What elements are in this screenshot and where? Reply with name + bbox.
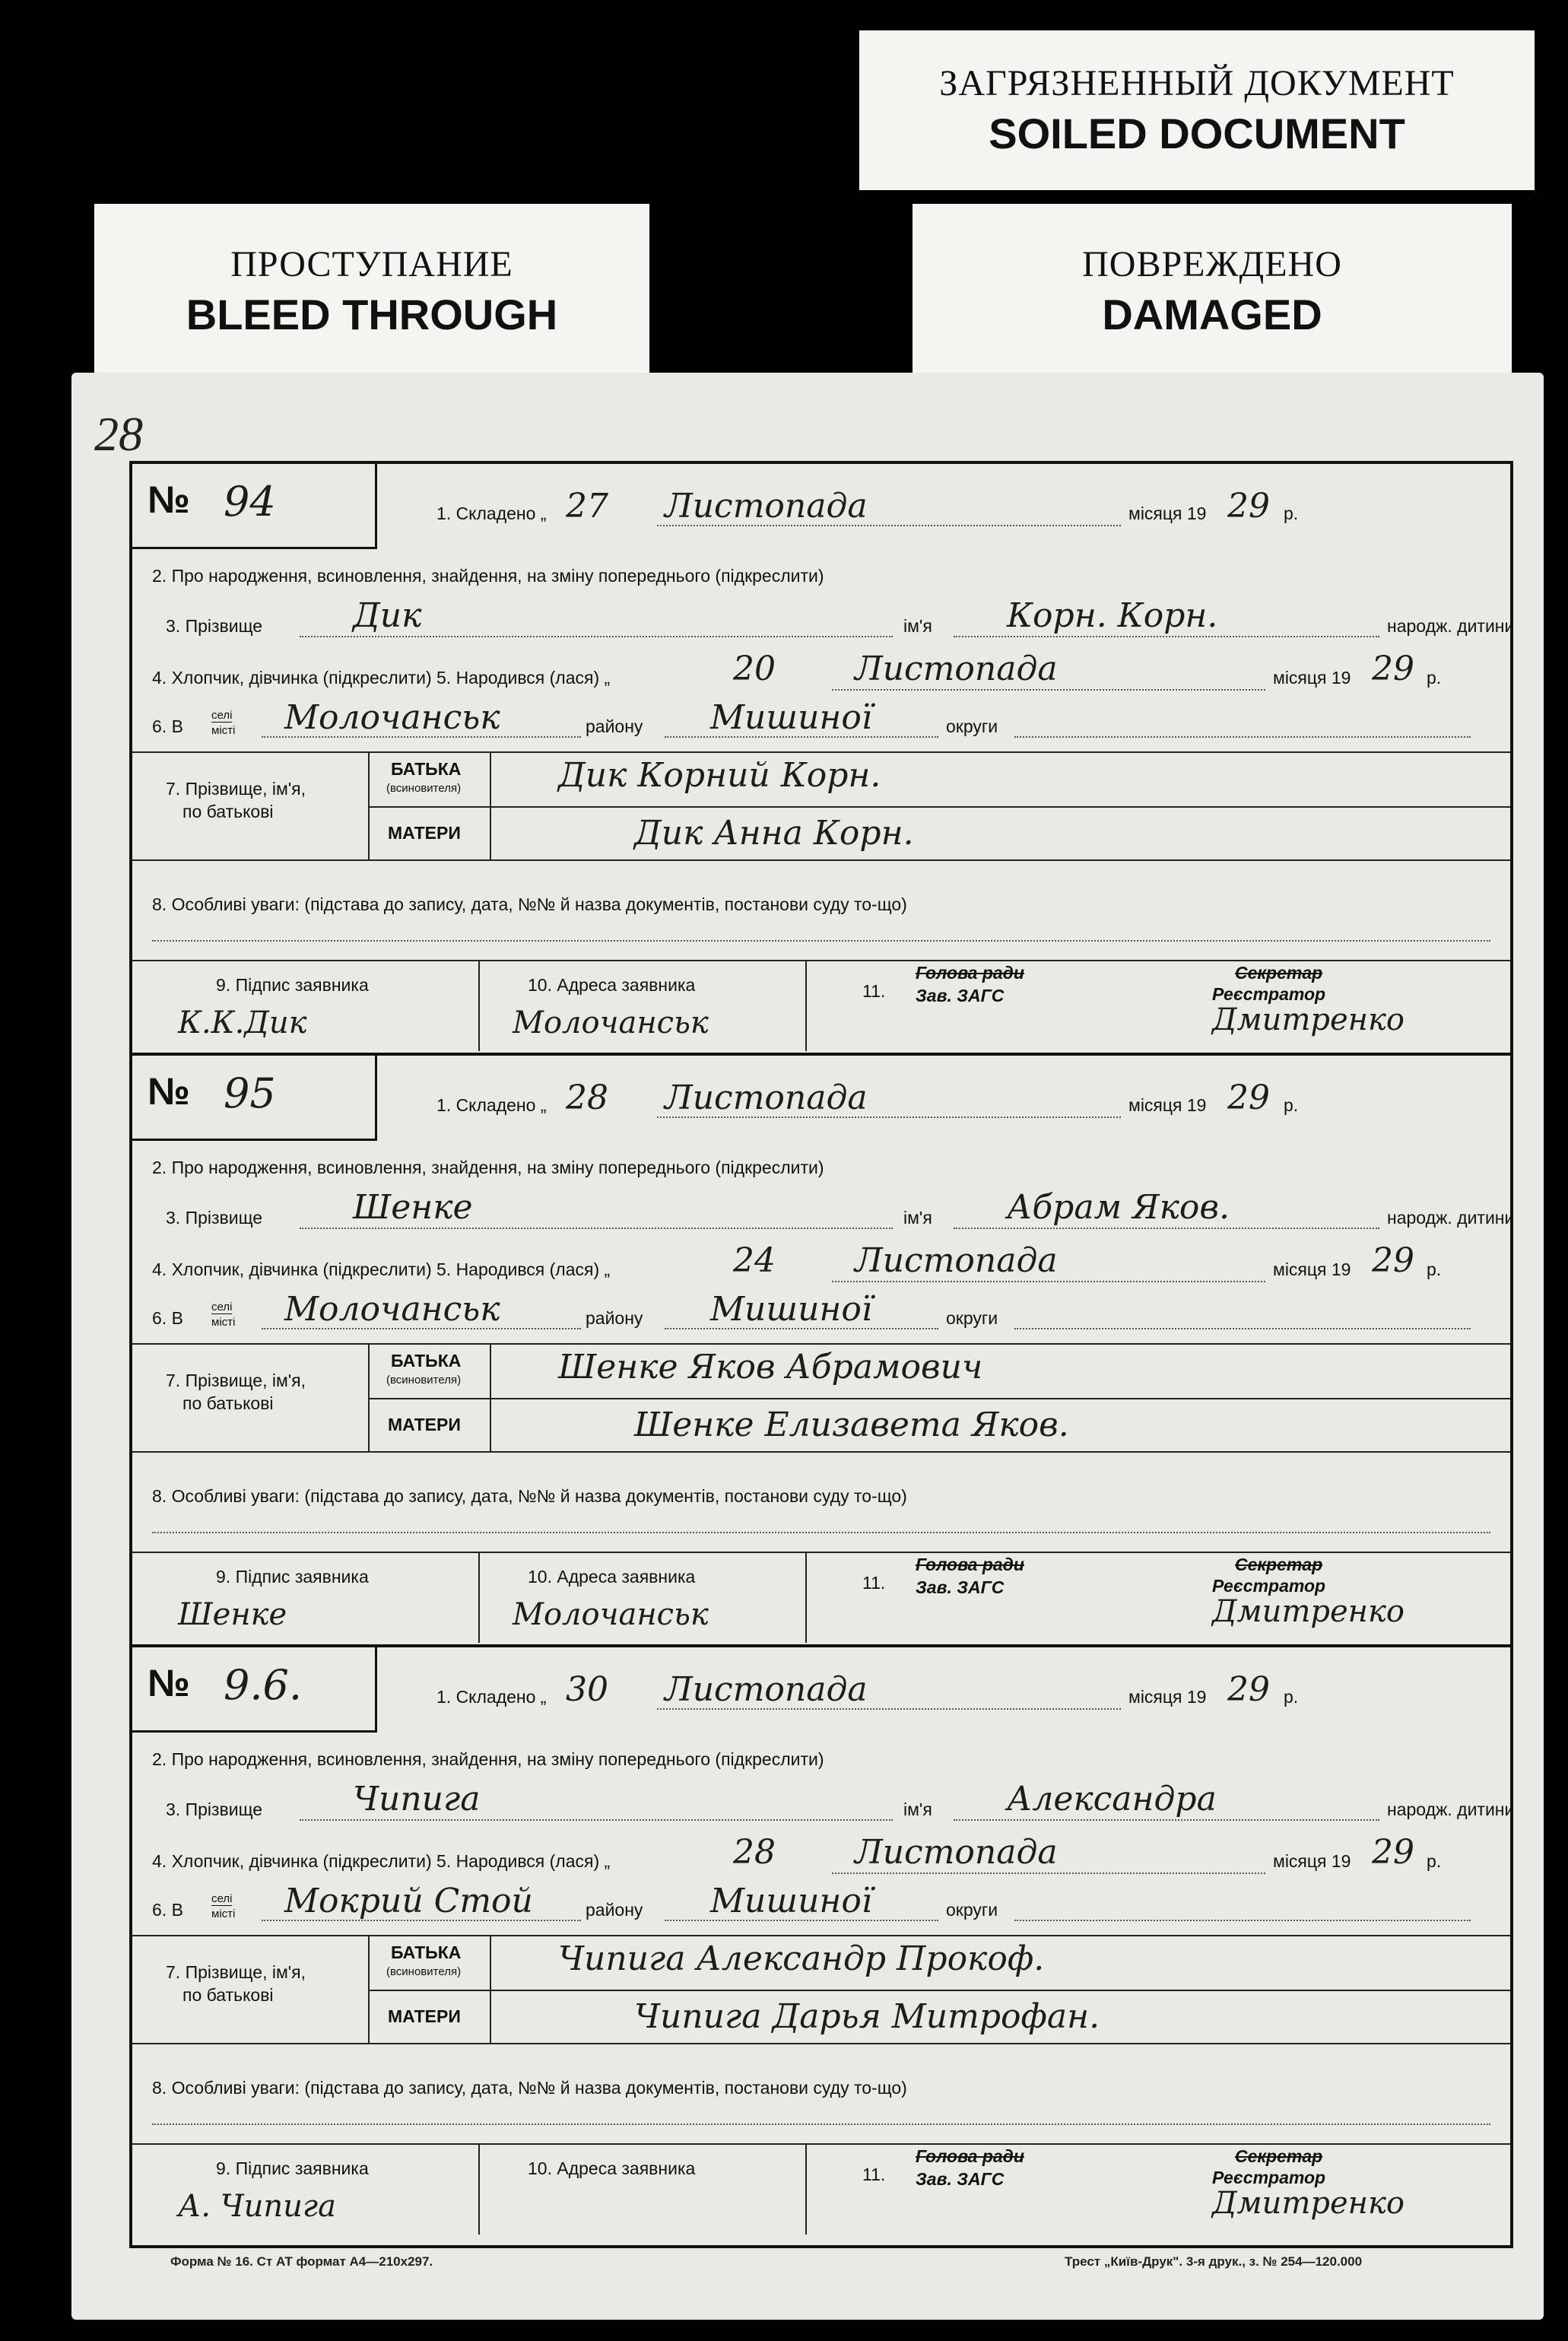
signatures-top-rule [132, 960, 1510, 961]
sheet-number: 28 [94, 407, 143, 461]
parents-label-b: по батькові [183, 1393, 274, 1413]
birth-year: 29 [1372, 650, 1414, 688]
gender-birth-label: 4. Хлопчик, дівчинка (підкреслити) 5. Народився (лася) „ [152, 1259, 611, 1279]
surname-value: Дик [353, 596, 422, 635]
district-line [665, 1920, 938, 1921]
year-suffix: р. [1284, 1095, 1299, 1115]
father-value: Дик Корний Корн. [558, 756, 881, 795]
item-11-label: 11. [862, 981, 886, 1001]
signatures-divider-2 [805, 1552, 807, 1643]
year-suffix: р. [1284, 1687, 1299, 1707]
number-sign: № [148, 1070, 190, 1113]
birth-day: 20 [733, 650, 776, 688]
zags-head-label: Зав. ЗАГС [916, 2169, 1005, 2189]
parents-label-b: по батькові [183, 1985, 274, 2005]
district-label: району [586, 1900, 643, 1920]
district-value: Мишиної [710, 698, 872, 737]
birth-year-suffix: р. [1427, 1259, 1442, 1279]
registrar-label: Реєстратор [1212, 2168, 1326, 2187]
birth-month-label: місяця 19 [1273, 668, 1351, 688]
birth-month: Листопада [855, 1241, 1058, 1280]
secretary-label: Секретар [1235, 1555, 1323, 1574]
footer-right: Трест „Київ-Друк". 3-я друк., з. № 254—120.000 [1065, 2254, 1363, 2269]
parents-label-a: 7. Прізвище, ім'я, [166, 1371, 306, 1390]
damaged-label [913, 204, 1512, 379]
record-entry [132, 1056, 1515, 1647]
village-option: селі [211, 1301, 233, 1313]
birth-year-suffix: р. [1427, 668, 1442, 688]
soiled-document-en: SOILED DOCUMENT [989, 110, 1405, 157]
signatures-divider-2 [805, 2143, 807, 2235]
father-label: БАТЬКА [391, 1351, 462, 1371]
surname-value: Шенке [353, 1188, 473, 1227]
father-value: Шенке Яков Абрамович [558, 1348, 983, 1386]
town-option: місті [211, 724, 236, 737]
birth-month-label: місяця 19 [1273, 1259, 1351, 1279]
surname-line [300, 1819, 893, 1821]
parents-divider [368, 1343, 370, 1451]
event-type-line: 2. Про народження, всиновлення, знайдення, на зміну попереднього (підкреслити) [152, 1158, 824, 1177]
register-form [129, 461, 1513, 2248]
parents-label-a: 7. Прізвище, ім'я, [166, 1962, 306, 1982]
district-line [665, 1328, 938, 1329]
birth-month-line [832, 1872, 1265, 1874]
birth-month-line [832, 689, 1265, 691]
okrug-line [1014, 736, 1471, 738]
place-label: 6. В [152, 1308, 183, 1328]
birth-day: 24 [733, 1241, 776, 1280]
district-label: району [586, 1308, 643, 1328]
district-value: Мишиної [710, 1882, 872, 1920]
record-number-box [132, 464, 377, 549]
damaged-en: DAMAGED [1102, 291, 1322, 338]
born-child-label: народж. дитини [1387, 1208, 1515, 1228]
compiled-year: 29 [1227, 1078, 1270, 1117]
applicant-address-label: 10. Адреса заявника [528, 1567, 696, 1587]
remarks-label: 8. Особливі уваги: (підстава до запису, дата, №№ й назва документів, постанови суду то-що) [152, 894, 907, 914]
birth-month: Листопада [855, 650, 1058, 688]
signatures-top-rule [132, 1552, 1510, 1553]
okrug-label: округи [946, 716, 998, 736]
parents-bottom-rule [132, 2043, 1510, 2044]
month-label: місяця 19 [1128, 503, 1207, 523]
official-signature: Дмитренко [1212, 1002, 1405, 1037]
village-option: селі [211, 1892, 233, 1905]
given-name-value: Корн. Корн. [1007, 596, 1218, 635]
applicant-signature: Шенке [178, 1597, 287, 1632]
registrar-label: Реєстратор [1212, 984, 1326, 1004]
village-value: Молочанськ [284, 698, 500, 737]
father-sublabel: (всиновителя) [386, 1374, 462, 1386]
compiled-month-line [657, 525, 1121, 526]
applicant-address: Молочанськ [513, 1597, 709, 1632]
parents-top-rule [132, 1343, 1510, 1345]
record-number: 94 [224, 478, 276, 526]
place-label: 6. В [152, 1900, 183, 1920]
mother-value: Дик Анна Корн. [634, 814, 914, 853]
applicant-signature-label: 9. Підпис заявника [216, 1567, 369, 1587]
surname-line [300, 1228, 893, 1229]
year-suffix: р. [1284, 503, 1299, 523]
surname-line [300, 636, 893, 637]
okrug-line [1014, 1920, 1471, 1921]
name-label: ім'я [903, 1208, 932, 1228]
surname-value: Чипига [353, 1780, 481, 1818]
parents-mid-rule [368, 806, 1510, 808]
given-name-value: Александра [1007, 1780, 1217, 1818]
signatures-divider-1 [478, 1552, 480, 1643]
remarks-label: 8. Особливі уваги: (підстава до запису, дата, №№ й назва документів, постанови суду то-що) [152, 2078, 907, 2098]
month-label: місяця 19 [1128, 1687, 1207, 1707]
parents-top-rule [132, 751, 1510, 753]
parents-bottom-rule [132, 859, 1510, 861]
bleed-through-label [94, 204, 649, 379]
parents-mid-rule [368, 1990, 1510, 1991]
parents-divider-2 [490, 1343, 491, 1451]
compiled-label: 1. Складено „ [436, 1687, 547, 1707]
parents-top-rule [132, 1935, 1510, 1936]
document-page [71, 373, 1544, 2320]
parents-label-a: 7. Прізвище, ім'я, [166, 779, 306, 799]
mother-value: Шенке Елизавета Яков. [634, 1406, 1069, 1444]
parents-label-b: по батькові [183, 802, 274, 821]
district-line [665, 736, 938, 738]
parents-bottom-rule [132, 1451, 1510, 1453]
okrug-label: округи [946, 1900, 998, 1920]
village-line [262, 1328, 581, 1329]
compiled-month: Листопада [665, 1078, 868, 1117]
village-line [262, 736, 581, 738]
birth-year: 29 [1372, 1833, 1414, 1872]
parents-divider [368, 1935, 370, 2043]
village-value: Молочанськ [284, 1290, 500, 1329]
father-sublabel: (всиновителя) [386, 782, 462, 795]
secretary-label: Секретар [1235, 2146, 1323, 2166]
given-name-line [954, 1228, 1379, 1229]
compiled-day: 28 [566, 1078, 608, 1117]
damaged-ru: ПОВРЕЖДЕНО [1082, 244, 1342, 284]
mother-label: МАТЕРИ [388, 823, 461, 843]
name-label: ім'я [903, 616, 932, 636]
zags-head-label: Зав. ЗАГС [916, 1577, 1005, 1597]
district-value: Мишиної [710, 1290, 872, 1329]
place-label: 6. В [152, 716, 183, 736]
compiled-year: 29 [1227, 1670, 1270, 1709]
district-label: району [586, 716, 643, 736]
bleed-through-en: BLEED THROUGH [186, 291, 558, 338]
soiled-document-ru: ЗАГРЯЗНЕННЫЙ ДОКУМЕНТ [939, 63, 1455, 103]
item-11-label: 11. [862, 1573, 886, 1593]
applicant-signature-label: 9. Підпис заявника [216, 2158, 369, 2178]
okrug-line [1014, 1328, 1471, 1329]
secretary-label: Секретар [1235, 963, 1323, 983]
born-child-label: народж. дитини [1387, 616, 1515, 636]
bleed-through-ru: ПРОСТУПАНИЕ [230, 244, 513, 284]
remarks-label: 8. Особливі уваги: (підстава до запису, дата, №№ й назва документів, постанови суду то-що) [152, 1486, 907, 1506]
compiled-day: 27 [566, 487, 608, 526]
event-type-line: 2. Про народження, всиновлення, знайдення, на зміну попереднього (підкреслити) [152, 1749, 824, 1769]
village-value: Мокрий Стой [284, 1882, 533, 1920]
record-number-box [132, 1056, 377, 1141]
official-signature: Дмитренко [1212, 1594, 1405, 1629]
signatures-top-rule [132, 2143, 1510, 2145]
compiled-month-line [657, 1708, 1121, 1710]
parents-mid-rule [368, 1398, 1510, 1399]
applicant-address: Молочанськ [513, 1005, 709, 1040]
signatures-divider-1 [478, 2143, 480, 2235]
birth-month: Листопада [855, 1833, 1058, 1872]
given-name-line [954, 1819, 1379, 1821]
surname-label: 3. Прізвище [166, 1208, 263, 1228]
town-option: місті [211, 1316, 236, 1329]
soiled-document-label [859, 30, 1535, 190]
birth-month-line [832, 1281, 1265, 1282]
head-of-council-label: Голова ради [916, 2146, 1024, 2166]
birth-day: 28 [733, 1833, 776, 1872]
event-type-line: 2. Про народження, всиновлення, знайдення, на зміну попереднього (підкреслити) [152, 566, 824, 586]
compiled-month: Листопада [665, 1670, 868, 1709]
number-sign: № [148, 478, 190, 521]
gender-birth-label: 4. Хлопчик, дівчинка (підкреслити) 5. Народився (лася) „ [152, 1851, 611, 1871]
item-11-label: 11. [862, 2165, 886, 2184]
given-name-line [954, 636, 1379, 637]
surname-label: 3. Прізвище [166, 1799, 263, 1819]
birth-year: 29 [1372, 1241, 1414, 1280]
mother-value: Чипига Дарья Митрофан. [634, 1997, 1100, 2036]
gender-birth-label: 4. Хлопчик, дівчинка (підкреслити) 5. Народився (лася) „ [152, 668, 611, 688]
surname-label: 3. Прізвище [166, 616, 263, 636]
given-name-value: Абрам Яков. [1007, 1188, 1230, 1227]
applicant-address-label: 10. Адреса заявника [528, 2158, 696, 2178]
compiled-month: Листопада [665, 487, 868, 526]
applicant-address-label: 10. Адреса заявника [528, 975, 696, 995]
compiled-label: 1. Складено „ [436, 503, 547, 523]
town-option: місті [211, 1907, 236, 1920]
compiled-year: 29 [1227, 487, 1270, 526]
compiled-label: 1. Складено „ [436, 1095, 547, 1115]
signatures-divider-1 [478, 960, 480, 1051]
head-of-council-label: Голова ради [916, 963, 1024, 983]
month-label: місяця 19 [1128, 1095, 1207, 1115]
parents-divider-2 [490, 1935, 491, 2043]
parents-divider [368, 751, 370, 859]
number-sign: № [148, 1662, 190, 1704]
father-sublabel: (всиновителя) [386, 1965, 462, 1978]
head-of-council-label: Голова ради [916, 1555, 1024, 1574]
record-entry [132, 1647, 1515, 2245]
applicant-signature: К.К.Дик [178, 1005, 307, 1040]
birth-year-suffix: р. [1427, 1851, 1442, 1871]
mother-label: МАТЕРИ [388, 1415, 461, 1434]
parents-divider-2 [490, 751, 491, 859]
okrug-label: округи [946, 1308, 998, 1328]
remarks-line [152, 2123, 1490, 2125]
compiled-day: 30 [566, 1670, 608, 1709]
compiled-month-line [657, 1117, 1121, 1118]
zags-head-label: Зав. ЗАГС [916, 986, 1005, 1005]
mother-label: МАТЕРИ [388, 2006, 461, 2026]
record-number-box [132, 1647, 377, 1733]
applicant-signature: А. Чипига [178, 2189, 336, 2224]
name-label: ім'я [903, 1799, 932, 1819]
remarks-line [152, 1532, 1490, 1533]
registrar-label: Реєстратор [1212, 1576, 1326, 1596]
official-signature: Дмитренко [1212, 2186, 1405, 2221]
applicant-signature-label: 9. Підпис заявника [216, 975, 369, 995]
father-label: БАТЬКА [391, 759, 462, 779]
father-label: БАТЬКА [391, 1942, 462, 1962]
record-entry [132, 464, 1515, 1056]
remarks-line [152, 940, 1490, 942]
footer-left: Форма № 16. Ст АТ формат А4—210х297. [170, 2254, 433, 2269]
signatures-divider-2 [805, 960, 807, 1051]
village-line [262, 1920, 581, 1921]
birth-month-label: місяця 19 [1273, 1851, 1351, 1871]
record-number: 95 [224, 1069, 276, 1117]
village-option: селі [211, 709, 233, 722]
born-child-label: народж. дитини [1387, 1799, 1515, 1819]
record-number: 9.6. [224, 1661, 303, 1709]
father-value: Чипига Александр Прокоф. [558, 1939, 1045, 1978]
